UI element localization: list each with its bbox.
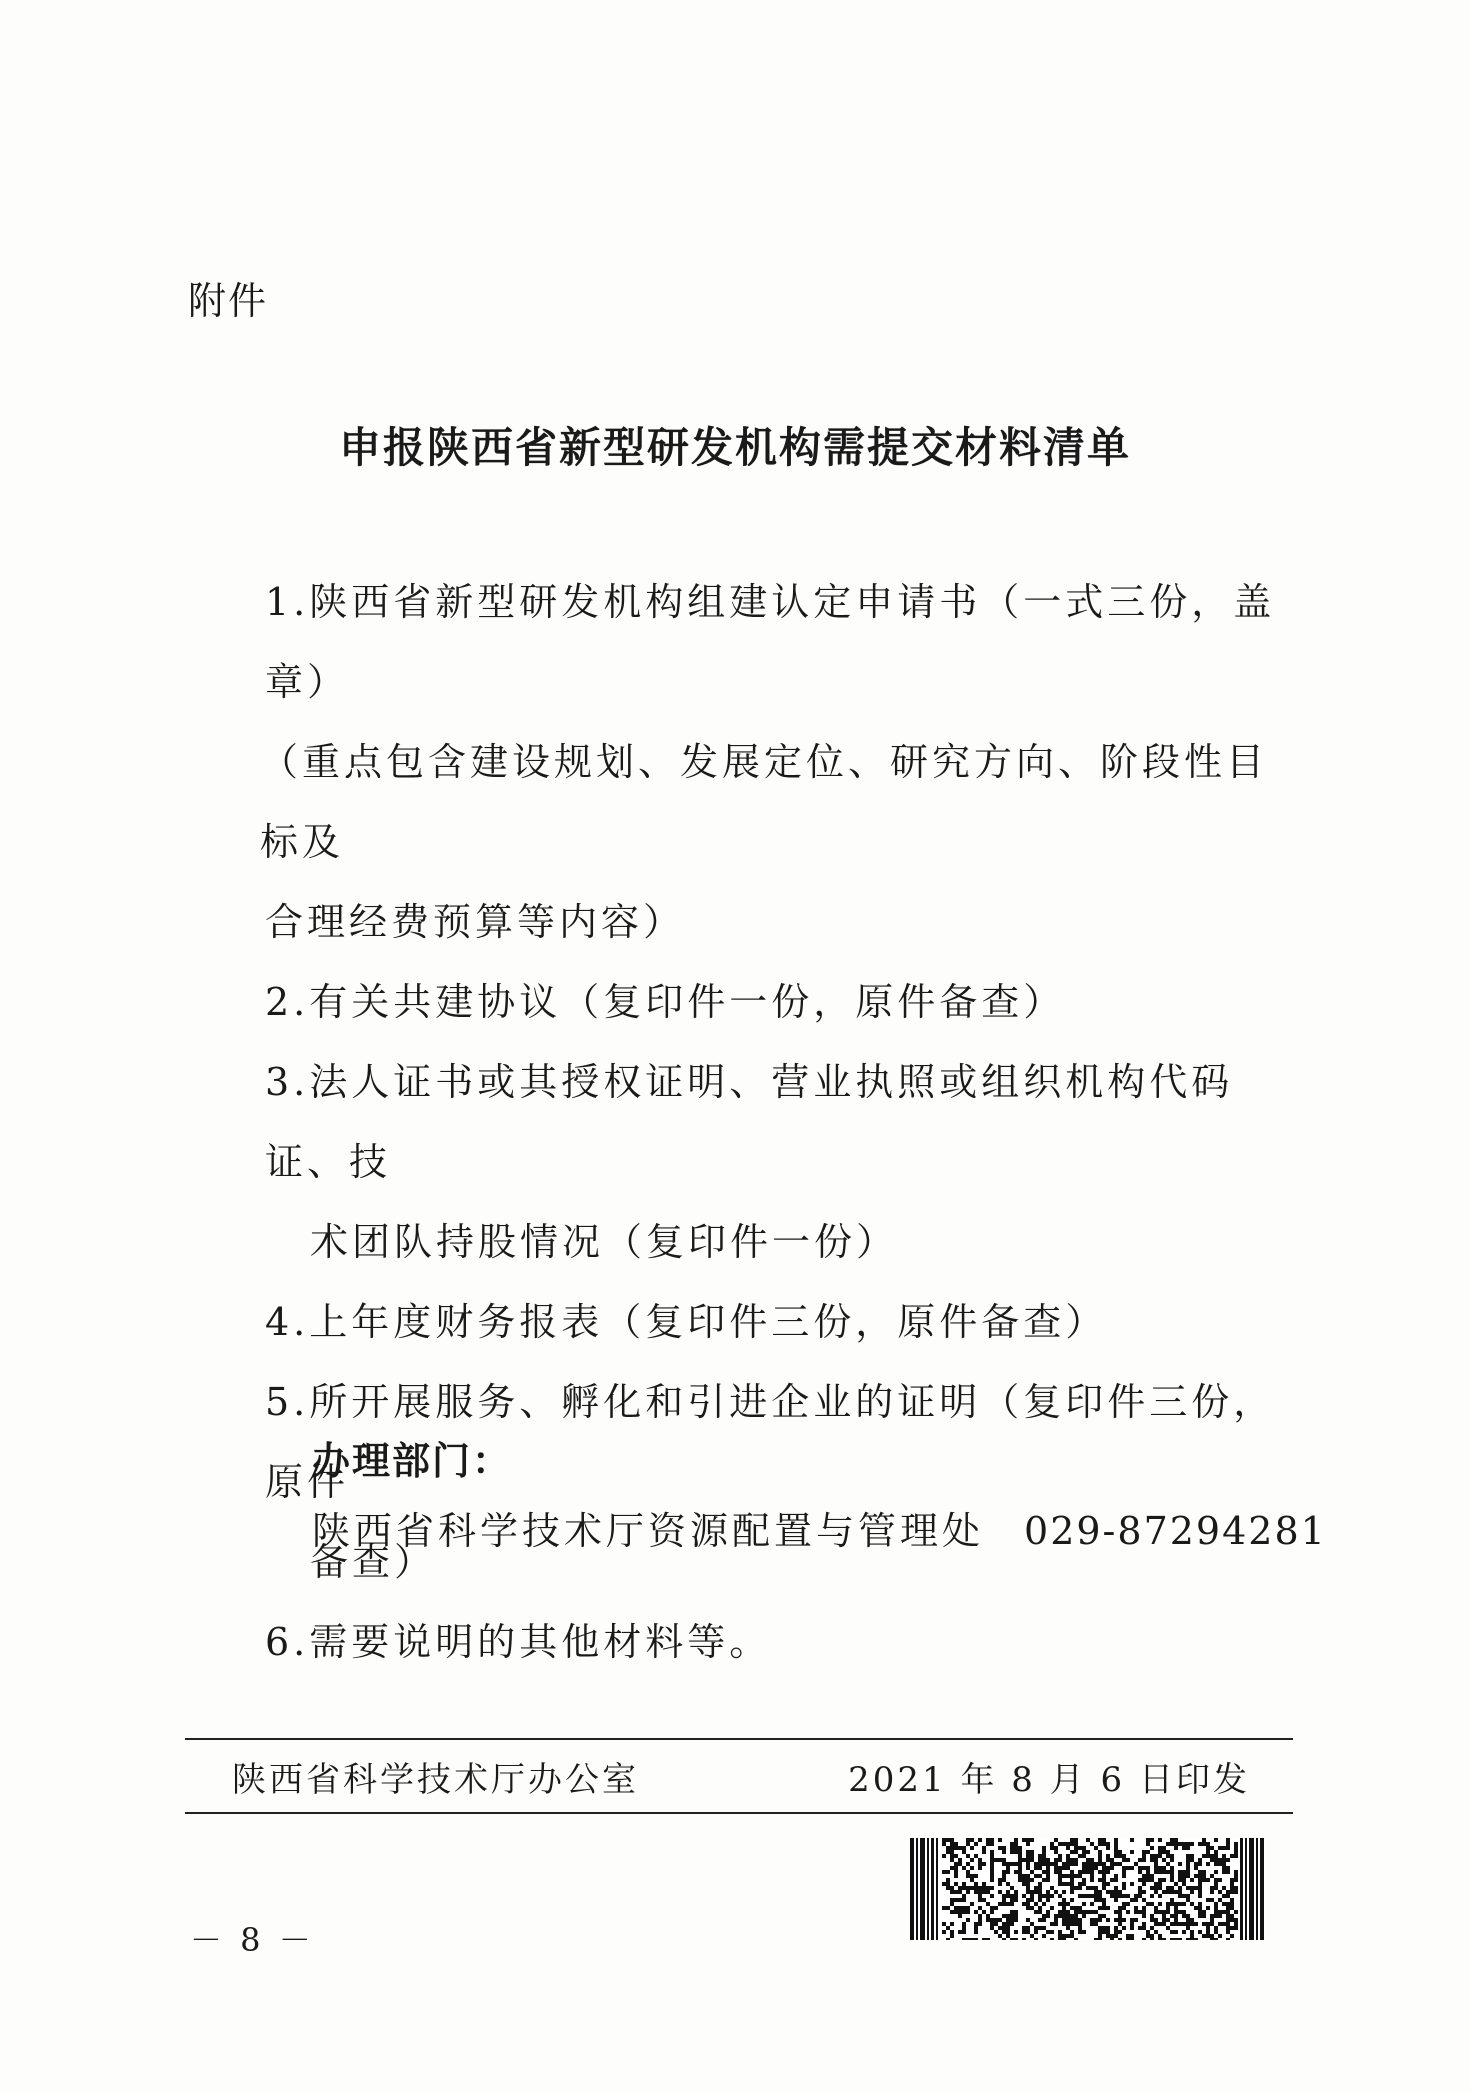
item-continuation: 合理经费预算等内容） [265, 900, 686, 944]
attachment-label: 附件 [188, 279, 269, 323]
document-title: 申报陕西省新型研发机构需提交材料清单 [338, 423, 1131, 472]
issue-date: 2021 年 8 月 6 日印发 [848, 1760, 1250, 1800]
item-continuation: （重点包含建设规划、发展定位、研究方向、阶段性目标及 [260, 740, 1269, 864]
item-number: 4. [265, 1300, 310, 1344]
department-label: 办理部门： [312, 1439, 513, 1483]
department-phone: 029-87294281 [1024, 1509, 1327, 1553]
issuer-name: 陕西省科学技术厅办公室 [232, 1760, 639, 1800]
item-text: 上年度财务报表（复印件三份，原件备查） [309, 1300, 1108, 1344]
list-item [265, 1282, 1305, 1362]
page-number: － 8 － [190, 1921, 315, 1959]
item-number: 6. [265, 1620, 310, 1664]
item-number: 5. [265, 1380, 310, 1424]
item-text: 陕西省新型研发机构组建认定申请书（一式三份，盖章） [265, 580, 1276, 704]
item-text: 法人证书或其授权证明、营业执照或组织机构代码证、技 [265, 1060, 1234, 1184]
list-item [265, 1042, 1305, 1282]
footer-rule-bottom [185, 1812, 1293, 1814]
list-item [265, 962, 1305, 1042]
item-text: 有关共建协议（复印件一份，原件备查） [309, 980, 1066, 1024]
barcode-image [910, 1838, 1265, 1940]
item-continuation: 术团队持股情况（复印件一份） [310, 1220, 899, 1264]
list-item [260, 562, 1305, 962]
item-number: 2. [265, 980, 310, 1024]
item-text: 所开展服务、孵化和引进企业的证明（复印件三份，原件 [265, 1380, 1276, 1504]
item-number: 3. [265, 1060, 310, 1104]
department-name: 陕西省科学技术厅资源配置与管理处 [312, 1509, 985, 1553]
item-number: 1. [265, 580, 310, 624]
item-text: 需要说明的其他材料等。 [309, 1620, 772, 1664]
footer-rule-top [185, 1738, 1293, 1740]
list-item [265, 1602, 1305, 1682]
item-continuation: 备查） [310, 1540, 437, 1584]
department-contact [312, 1500, 1327, 1555]
